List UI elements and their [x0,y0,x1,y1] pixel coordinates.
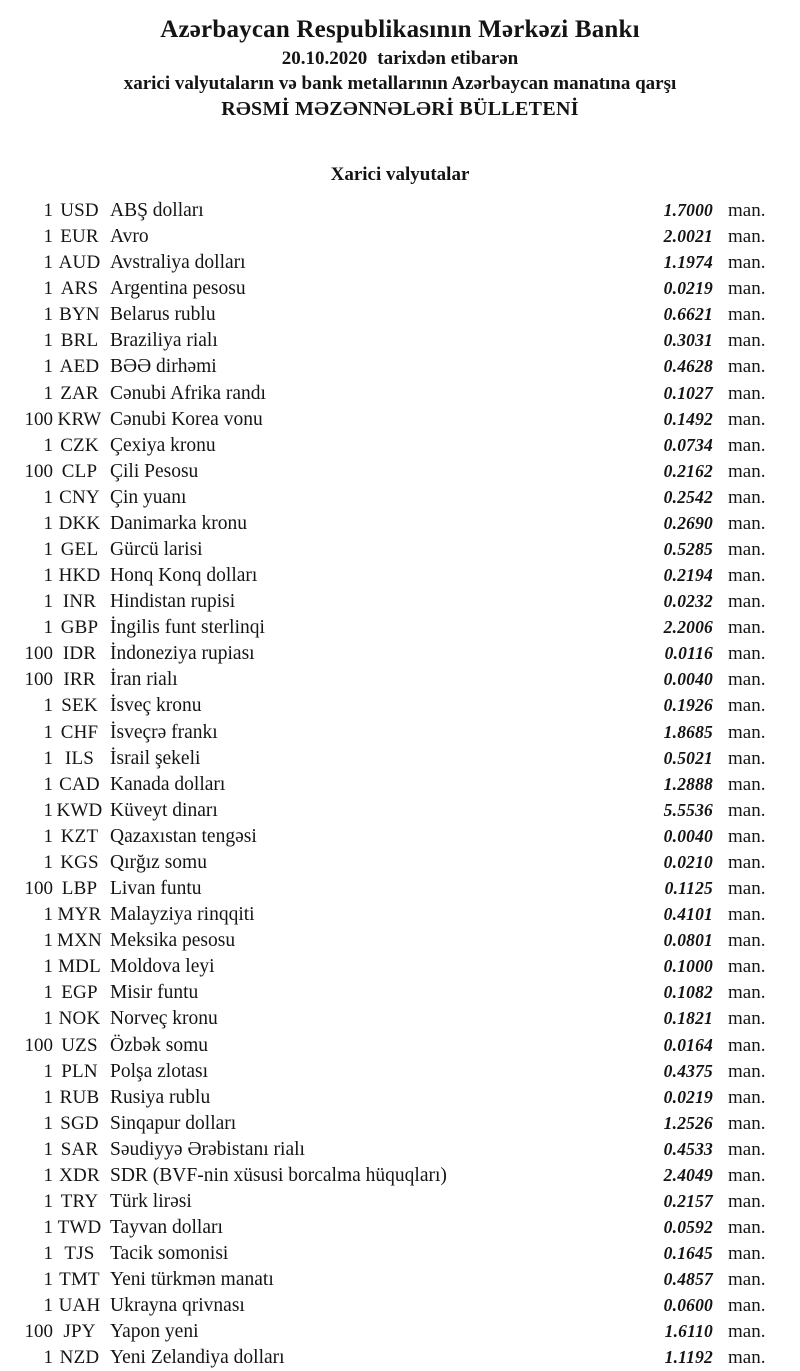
row-currency-code: IRR [63,669,96,691]
row-currency-name: Yeni Zelandiya dolları [110,1347,285,1369]
table-row [0,562,800,588]
row-rate: 0.1000 [663,956,713,977]
row-currency-code: KGS [60,851,99,873]
row-currency-code: JPY [63,1321,96,1343]
row-unit: man. [728,565,766,587]
row-rate: 0.4101 [663,904,713,925]
row-quantity: 1 [43,1164,53,1186]
row-rate: 0.1492 [663,408,713,429]
row-quantity: 100 [24,408,53,430]
row-currency-name: Sinqapur dolları [110,1112,237,1134]
row-currency-code: EUR [60,226,99,248]
row-currency-name: Meksika pesosu [110,930,236,952]
row-currency-code: TMT [59,1269,100,1291]
row-currency-name: Çexiya kronu [110,434,216,456]
row-quantity: 100 [24,1321,53,1343]
row-currency-code: INR [62,591,97,613]
row-rate: 0.1125 [664,878,713,899]
row-rate: 0.0592 [663,1217,713,1238]
table-row [0,1162,800,1188]
row-unit: man. [728,643,766,665]
row-quantity: 100 [24,878,53,900]
table-row [0,666,800,692]
row-rate: 0.0116 [664,643,713,664]
scope-line: xarici valyutaların və bank metallarının Azərbaycan manatına qarşı [123,73,677,94]
bank-title: Azərbaycan Respublikasının Mərkəzi Bankı [160,16,640,43]
row-rate: 0.4857 [663,1269,713,1290]
table-row [0,380,800,406]
row-quantity: 1 [43,1243,53,1265]
table-row [0,1214,800,1240]
row-rate: 0.0219 [663,278,713,299]
table-row [0,1032,800,1058]
row-currency-name: Misir funtu [110,982,199,1004]
row-quantity: 1 [43,1138,53,1160]
row-quantity: 1 [43,226,53,248]
row-quantity: 100 [24,669,53,691]
row-rate: 0.1027 [663,382,713,403]
table-row [0,536,800,562]
row-unit: man. [728,878,766,900]
row-currency-name: Danimarka kronu [110,512,247,534]
document-header [0,0,800,122]
row-currency-code: CAD [59,773,100,795]
row-unit: man. [728,1295,766,1317]
row-currency-code: GBP [60,617,99,639]
row-unit: man. [728,382,766,404]
row-quantity: 1 [43,747,53,769]
row-currency-code: AED [59,356,100,378]
row-rate: 0.4375 [663,1060,713,1081]
row-rate: 0.6621 [663,304,713,325]
row-currency-name: Türk lirəsi [110,1190,192,1212]
row-currency-name: Avstraliya dolları [110,252,246,274]
row-currency-code: SGD [60,1112,99,1134]
row-currency-name: Norveç kronu [110,1008,218,1030]
row-unit: man. [728,1243,766,1265]
table-row [0,275,800,301]
row-quantity: 1 [43,1008,53,1030]
row-unit: man. [728,1086,766,1108]
row-quantity: 1 [43,330,53,352]
row-currency-code: MXN [57,930,102,952]
row-unit: man. [728,617,766,639]
row-rate: 2.4049 [663,1164,713,1185]
row-currency-code: TJS [64,1243,95,1265]
row-rate: 0.4628 [663,356,713,377]
row-quantity: 1 [43,304,53,326]
row-currency-name: İsveç kronu [110,695,202,717]
row-rate: 0.0040 [663,825,713,846]
row-currency-code: EGP [61,982,98,1004]
table-row [0,301,800,327]
row-currency-code: GEL [60,539,99,561]
row-currency-name: Tayvan dolları [110,1217,223,1239]
row-quantity: 1 [43,851,53,873]
row-currency-name: Livan funtu [110,878,202,900]
row-rate: 0.1821 [663,1008,713,1029]
row-unit: man. [728,1008,766,1030]
row-currency-name: Ukrayna qrivnası [110,1295,245,1317]
row-currency-code: ARS [60,278,99,300]
row-rate: 0.0210 [663,851,713,872]
table-row [0,223,800,249]
row-unit: man. [728,721,766,743]
row-unit: man. [728,1321,766,1343]
row-quantity: 100 [24,643,53,665]
row-unit: man. [728,930,766,952]
row-rate: 0.2194 [663,565,713,586]
row-unit: man. [728,330,766,352]
row-currency-name: İngilis funt sterlinqi [110,617,265,639]
row-currency-code: CNY [59,486,100,508]
row-unit: man. [728,539,766,561]
row-quantity: 1 [43,773,53,795]
row-rate: 0.1082 [663,982,713,1003]
row-currency-code: SEK [61,695,98,717]
row-unit: man. [728,278,766,300]
row-quantity: 1 [43,1217,53,1239]
table-row [0,1266,800,1292]
row-currency-name: Yeni türkmən manatı [110,1269,274,1291]
table-row [0,406,800,432]
row-currency-name: Səudiyyə Ərəbistanı rialı [110,1138,305,1160]
row-unit: man. [728,512,766,534]
date-line [0,46,800,71]
row-currency-name: Argentina pesosu [110,278,246,300]
row-unit: man. [728,434,766,456]
table-row [0,1344,800,1370]
row-currency-code: TRY [60,1190,99,1212]
row-unit: man. [728,1060,766,1082]
row-unit: man. [728,669,766,691]
table-row [0,771,800,797]
row-quantity: 1 [43,200,53,221]
row-unit: man. [728,825,766,847]
row-rate: 1.6110 [664,1321,713,1342]
table-row [0,249,800,275]
row-currency-code: DKK [58,512,101,534]
row-quantity: 1 [43,695,53,717]
row-currency-name: SDR (BVF-nin xüsusi borcalma hüquqları) [110,1164,447,1186]
row-quantity: 1 [43,1060,53,1082]
row-quantity: 1 [43,486,53,508]
row-currency-code: CZK [60,434,99,456]
date-suffix: tarixdən etibarən [377,48,519,69]
row-currency-name: Hindistan rupisi [110,591,236,613]
rates-table [0,197,800,1371]
row-unit: man. [728,408,766,430]
row-rate: 0.1645 [663,1243,713,1264]
row-rate: 1.1974 [663,252,713,273]
row-currency-name: Yapon yeni [110,1321,199,1343]
row-currency-name: Çin yuanı [110,486,187,508]
row-rate: 0.2157 [663,1190,713,1211]
row-rate: 1.8685 [663,721,713,742]
row-quantity: 100 [24,460,53,482]
row-currency-name: Rusiya rublu [110,1086,211,1108]
row-currency-code: KWD [56,799,103,821]
row-currency-code: KRW [57,408,102,430]
row-currency-code: UAH [58,1295,101,1317]
row-quantity: 1 [43,1347,53,1369]
row-unit: man. [728,252,766,274]
row-unit: man. [728,695,766,717]
row-currency-name: Honq Konq dolları [110,565,258,587]
table-row [0,953,800,979]
row-quantity: 1 [43,356,53,378]
row-rate: 0.5021 [663,747,713,768]
row-rate: 1.2888 [663,773,713,794]
table-row [0,614,800,640]
row-rate: 0.4533 [663,1138,713,1159]
row-quantity: 1 [43,565,53,587]
row-currency-name: Braziliya rialı [110,330,218,352]
row-quantity: 1 [43,539,53,561]
row-currency-name: İsrail şekeli [110,747,201,769]
row-quantity: 1 [43,1086,53,1108]
table-row [0,1084,800,1110]
row-rate: 2.2006 [663,617,713,638]
row-quantity: 1 [43,930,53,952]
row-currency-code: ILS [64,747,95,769]
row-quantity: 1 [43,825,53,847]
row-currency-code: UZS [61,1034,98,1056]
effective-date: 20.10.2020 [281,48,368,69]
row-unit: man. [728,1269,766,1291]
table-row [0,1136,800,1162]
row-rate: 0.2690 [663,512,713,533]
row-unit: man. [728,747,766,769]
row-rate: 0.2162 [663,460,713,481]
row-currency-name: Kanada dolları [110,773,226,795]
table-row [0,353,800,379]
row-rate: 0.3031 [663,330,713,351]
row-unit: man. [728,591,766,613]
table-row [0,1292,800,1318]
row-currency-name: Gürcü larisi [110,539,203,561]
row-rate: 0.0801 [663,930,713,951]
row-currency-code: MYR [57,904,102,926]
row-quantity: 100 [24,1034,53,1056]
row-rate: 1.1192 [664,1347,713,1368]
row-currency-code: CHF [60,721,99,743]
row-currency-code: HKD [58,565,101,587]
row-currency-name: Çili Pesosu [110,460,199,482]
row-quantity: 1 [43,617,53,639]
row-rate: 0.0164 [663,1034,713,1055]
row-currency-code: XDR [59,1164,100,1186]
row-currency-name: İran rialı [110,669,178,691]
table-row [0,1188,800,1214]
row-currency-name: Qırğız somu [110,851,207,873]
row-unit: man. [728,460,766,482]
row-unit: man. [728,904,766,926]
row-rate: 1.2526 [663,1112,713,1133]
row-quantity: 1 [43,382,53,404]
row-rate: 5.5536 [663,799,713,820]
row-currency-code: IDR [62,643,97,665]
row-currency-name: BƏƏ dirhəmi [110,356,217,378]
table-row [0,901,800,927]
row-unit: man. [728,956,766,978]
row-quantity: 1 [43,904,53,926]
row-unit: man. [728,1138,766,1160]
table-row [0,640,800,666]
row-quantity: 1 [43,278,53,300]
row-currency-name: İndoneziya rupiası [110,643,255,665]
table-row [0,849,800,875]
row-quantity: 1 [43,982,53,1004]
row-unit: man. [728,226,766,248]
table-row [0,588,800,614]
row-currency-code: NZD [59,1347,100,1369]
row-currency-name: Tacik somonisi [110,1243,229,1265]
table-row [0,458,800,484]
row-unit: man. [728,486,766,508]
row-rate: 2.0021 [663,226,713,247]
row-unit: man. [728,851,766,873]
table-row [0,927,800,953]
row-currency-name: Belarus rublu [110,304,216,326]
table-row [0,1110,800,1136]
row-unit: man. [728,773,766,795]
row-quantity: 1 [43,1190,53,1212]
table-row [0,484,800,510]
table-row [0,432,800,458]
row-rate: 0.2542 [663,486,713,507]
row-unit: man. [728,304,766,326]
table-row [0,823,800,849]
row-currency-name: Malayziya rinqqiti [110,904,255,926]
row-currency-code: USD [60,200,99,221]
row-currency-name: Moldova leyi [110,956,215,978]
row-currency-code: TWD [57,1217,102,1239]
row-currency-code: LBP [61,878,98,900]
row-currency-code: RUB [59,1086,100,1108]
row-quantity: 1 [43,512,53,534]
row-quantity: 1 [43,721,53,743]
row-currency-code: CLP [61,460,98,482]
table-row [0,327,800,353]
row-unit: man. [728,1217,766,1239]
row-unit: man. [728,1112,766,1134]
row-rate: 0.0600 [663,1295,713,1316]
row-currency-name: İsveçrə frankı [110,721,218,743]
row-rate: 0.5285 [663,539,713,560]
row-rate: 0.0232 [663,591,713,612]
row-quantity: 1 [43,434,53,456]
table-row [0,1318,800,1344]
row-unit: man. [728,982,766,1004]
row-unit: man. [728,799,766,821]
row-currency-name: Polşa zlotası [110,1060,209,1082]
row-unit: man. [728,1347,766,1369]
row-quantity: 1 [43,591,53,613]
row-currency-code: PLN [61,1060,98,1082]
row-quantity: 1 [43,1295,53,1317]
row-currency-name: Cənubi Afrika randı [110,382,266,404]
row-currency-code: AUD [58,252,101,274]
table-row [0,979,800,1005]
row-currency-name: ABŞ dolları [110,200,204,221]
row-rate: 0.0734 [663,434,713,455]
row-rate: 0.0219 [663,1086,713,1107]
table-row [0,692,800,718]
row-currency-code: SAR [60,1138,99,1160]
row-quantity: 1 [43,252,53,274]
row-unit: man. [728,1034,766,1056]
row-quantity: 1 [43,956,53,978]
row-rate: 0.0040 [663,669,713,690]
row-currency-name: Küveyt dinarı [110,799,218,821]
row-unit: man. [728,200,766,221]
row-currency-name: Avro [110,226,149,248]
row-currency-code: BRL [60,330,99,352]
row-currency-code: NOK [58,1008,101,1030]
row-currency-name: Cənubi Korea vonu [110,408,263,430]
row-currency-code: ZAR [60,382,99,404]
bulletin-title: RƏSMİ MƏZƏNNƏLƏRİ BÜLLETENİ [221,98,579,120]
row-currency-code: KZT [60,825,99,847]
section-title-foreign-currencies: Xarici valyutalar [330,164,470,185]
row-unit: man. [728,1190,766,1212]
row-currency-code: MDL [58,956,101,978]
row-quantity: 1 [43,1112,53,1134]
table-row [0,197,800,223]
table-row [0,1058,800,1084]
row-currency-name: Qazaxıstan tengəsi [110,825,257,847]
row-rate: 0.1926 [663,695,713,716]
table-row [0,510,800,536]
row-quantity: 1 [43,1269,53,1291]
row-unit: man. [728,1164,766,1186]
row-currency-name: Özbək somu [110,1034,209,1056]
row-unit: man. [728,356,766,378]
table-row [0,797,800,823]
row-rate: 1.7000 [663,200,713,220]
table-row [0,1240,800,1266]
table-row [0,1005,800,1031]
table-row [0,719,800,745]
row-currency-code: BYN [59,304,100,326]
table-row [0,875,800,901]
row-quantity: 1 [43,799,53,821]
table-row [0,745,800,771]
